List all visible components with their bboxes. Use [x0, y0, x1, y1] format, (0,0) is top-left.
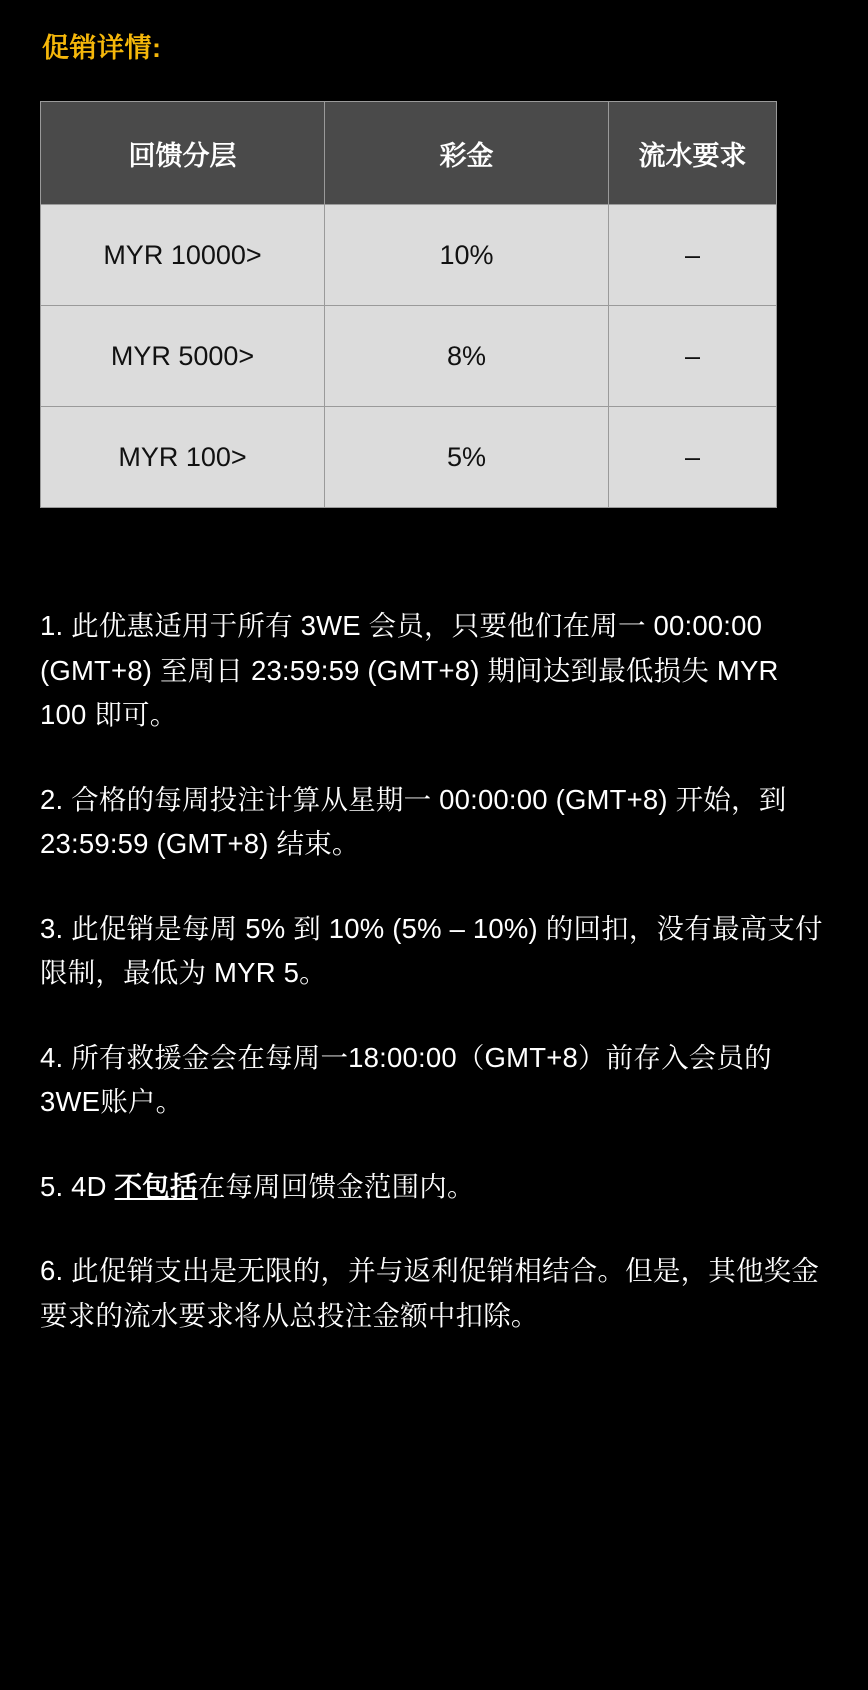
column-header-tier: 回馈分层: [41, 102, 325, 205]
rebate-tier-table: [40, 101, 777, 508]
cell-tier: MYR 10000>: [41, 205, 325, 306]
table-row: [41, 205, 777, 306]
term-item-6: 6. 此促销支出是无限的，并与返利促销相结合。但是，其他奖金要求的流水要求将从总投注金额中扣除。: [40, 1255, 820, 1332]
term-5-prefix: 5. 4D: [40, 1170, 115, 1202]
cell-tier: MYR 100>: [41, 407, 325, 508]
cell-tier: MYR 5000>: [41, 306, 325, 407]
term-5-emphasis: 不包括: [114, 1170, 198, 1202]
cell-bonus: 8%: [325, 306, 609, 407]
cell-rollover: –: [609, 205, 777, 306]
terms-and-conditions-list: [40, 604, 828, 1339]
term-5-suffix: 在每周回馈金范围内。: [197, 1170, 475, 1202]
cell-bonus: 10%: [325, 205, 609, 306]
term-item-4: 4. 所有救援金会在每周一18:00:00（GMT+8）前存入会员的3WE账户。: [40, 1041, 772, 1118]
cell-rollover: –: [609, 306, 777, 407]
table-row: [41, 306, 777, 407]
term-item-2: 2. 合格的每周投注计算从星期一 00:00:00 (GMT+8) 开始，到 23:59:59 (GMT+8) 结束。: [40, 783, 787, 860]
term-item-5: [40, 1165, 828, 1210]
table-body: [41, 205, 777, 508]
table-header-row: [41, 102, 777, 205]
cell-bonus: 5%: [325, 407, 609, 508]
term-item-1: 1. 此优惠适用于所有 3WE 会员，只要他们在周一 00:00:00 (GMT+8) 至周日 23:59:59 (GMT+8) 期间达到最低损失 MYR 100 即可。: [40, 610, 779, 731]
column-header-rollover: 流水要求: [609, 102, 777, 205]
term-item-3: 3. 此促销是每周 5% 到 10% (5% – 10%) 的回扣，没有最高支付限制，最低为 MYR 5。: [40, 912, 823, 989]
table-header: [41, 102, 777, 205]
table-row: [41, 407, 777, 508]
column-header-bonus: 彩金: [325, 102, 609, 205]
cell-rollover: –: [609, 407, 777, 508]
page-title: 促销详情:: [42, 33, 162, 63]
